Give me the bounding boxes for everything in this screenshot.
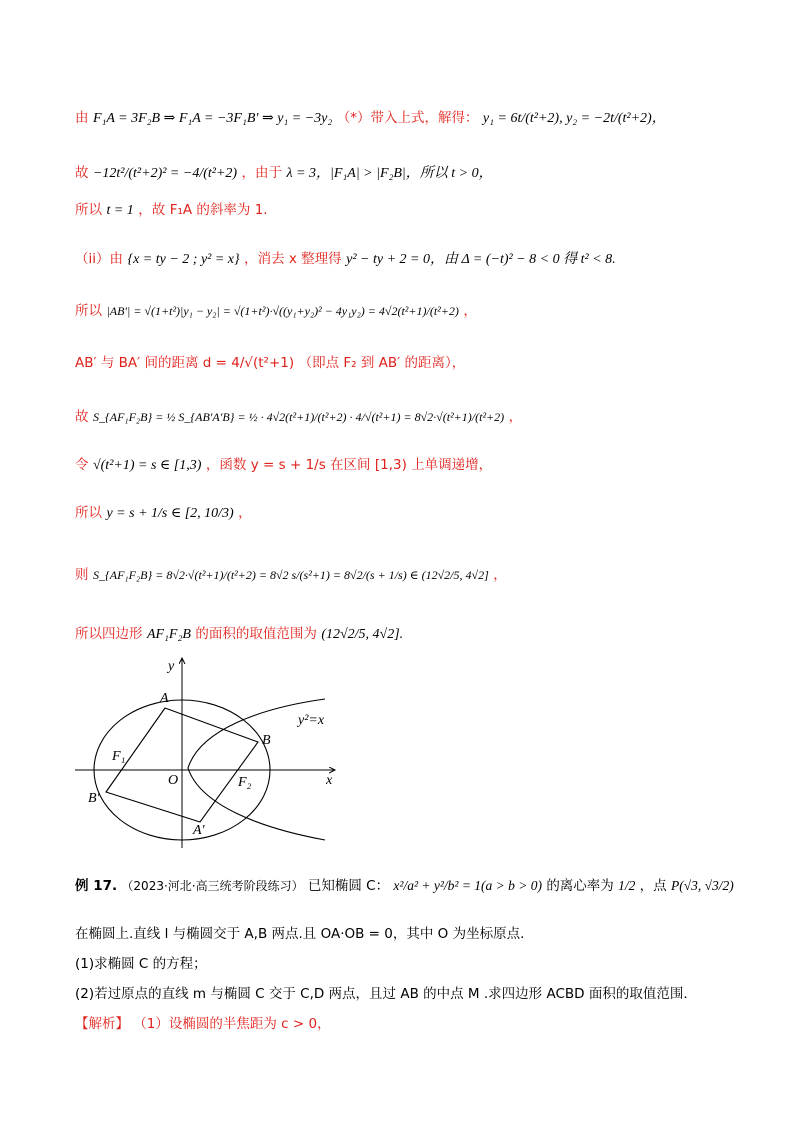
math-expression: S_{AF₁F₂B} = ½ S_{AB′A′B} = ½ · 4√2(t²+1)/(t²+2) · 4/√(t²+1) = 8√2·√(t²+1)/(t²+2) bbox=[92, 410, 505, 424]
text-prefix: 所以 bbox=[75, 505, 102, 521]
text-note: ， bbox=[493, 567, 507, 583]
example-17-line-2 bbox=[75, 924, 524, 944]
example-stmt: 在椭圆上.直线 l 与椭圆交于 A,B 两点.且 OA·OB = 0，其中 O 为坐标原点. bbox=[75, 926, 525, 942]
text-note: ，由于 bbox=[241, 165, 283, 181]
math-expression: −12t²/(t²+2)² = −4/(t²+2) bbox=[92, 166, 238, 181]
text-note: ， bbox=[508, 409, 523, 425]
text-prefix: （ii）由 bbox=[75, 251, 124, 267]
text-note: 的面积的取值范围为 bbox=[195, 626, 317, 642]
text-note: （*）带入上式，解得： bbox=[336, 110, 479, 126]
analysis-text: （1）设椭圆的半焦距为 c > 0， bbox=[133, 1016, 331, 1032]
example-17-line-1 bbox=[75, 876, 734, 896]
text-prefix: 由 bbox=[75, 110, 89, 126]
math-expression: t = 1 bbox=[106, 203, 134, 218]
label-A: A bbox=[160, 691, 169, 706]
point-P: P(√3, √3/2) bbox=[670, 878, 734, 893]
text-tail: F₁A 的斜率为 1. bbox=[169, 202, 268, 218]
text-prefix: 令 bbox=[75, 457, 89, 473]
math-expression: λ = 3，|F₁A| > |F₂B|，所以 t > 0， bbox=[286, 166, 493, 181]
solution-line-2 bbox=[75, 163, 493, 184]
solution-line-6 bbox=[75, 353, 465, 373]
ellipse-parabola-figure bbox=[60, 650, 360, 850]
solution-line-11 bbox=[75, 624, 403, 645]
math-expression: y₁ = 6t/(t²+2), y₂ = −2t/(t²+2)， bbox=[482, 111, 666, 126]
eccentricity-value: 1/2 bbox=[618, 878, 636, 893]
label-x: x bbox=[326, 773, 333, 788]
example-source: （2023·河北·高三统考阶段练习） bbox=[121, 879, 304, 893]
label-y: y bbox=[168, 659, 175, 674]
label-F2: F₂ bbox=[238, 775, 252, 790]
question-1: (1)求椭圆 C 的方程； bbox=[75, 956, 207, 972]
text-prefix: 所以四边形 bbox=[75, 626, 143, 642]
math-expression: F₁A = 3F₂B ⇒ F₁A = −3F₁B′ ⇒ y₁ = −3y₂ bbox=[92, 111, 333, 126]
example-stmt: 的离心率为 bbox=[546, 878, 614, 894]
math-expression: {x = ty − 2 ; y² = x} bbox=[127, 252, 240, 267]
label-parabola: y²=x bbox=[298, 713, 325, 728]
text-prefix: 所以 bbox=[75, 303, 102, 319]
math-expression: S_{AF₁F₂B} = 8√2·√(t²+1)/(t²+2) = 8√2 s/(s²+1) = 8√2/(s + 1/s) ∈ (12√2/5, 4√2] bbox=[92, 568, 489, 582]
text-tail: y = s + 1/s 在区间 [1,3) 上单调递增， bbox=[250, 457, 493, 473]
text-note: ，消去 x 整理得 bbox=[244, 251, 342, 267]
text-prefix: 所以 bbox=[75, 202, 102, 218]
label-F1: F₁ bbox=[112, 749, 126, 764]
analysis-line bbox=[75, 1014, 331, 1034]
math-expression: y = s + 1/s ∈ [2, 10/3) bbox=[106, 506, 234, 521]
text-note: ， bbox=[463, 303, 477, 319]
solution-line-5 bbox=[75, 301, 477, 321]
label-B-prime: B′ bbox=[88, 791, 100, 806]
text-note: ， bbox=[238, 505, 252, 521]
label-O: O bbox=[168, 773, 179, 788]
math-expression: |AB′| = √(1+t²)|y₁ − y₂| = √(1+t²)·√((y₁+y₂)² − 4y₁y₂) = 4√2(t²+1)/(t²+2) bbox=[106, 304, 459, 318]
analysis-tag: 【解析】 bbox=[75, 1016, 129, 1032]
question-2: (2)若过原点的直线 m 与椭圆 C 交于 C,D 两点，且过 AB 的中点 M .求四边形 ACBD 面积的取值范围. bbox=[75, 986, 688, 1002]
solution-line-4 bbox=[75, 249, 616, 270]
solution-line-9 bbox=[75, 503, 252, 524]
example-17-q2 bbox=[75, 984, 688, 1004]
text-prefix: 故 bbox=[75, 165, 89, 181]
text-prefix: 故 bbox=[75, 409, 89, 425]
text-note: ，故 bbox=[138, 202, 166, 218]
solution-line-8 bbox=[75, 455, 492, 476]
solution-line-10 bbox=[75, 565, 507, 585]
label-B: B bbox=[262, 733, 271, 748]
math-expression: AF₁F₂B bbox=[146, 627, 191, 642]
text-distance: AB′ 与 BA′ 间的距离 d = 4/√(t²+1) bbox=[75, 355, 295, 371]
solution-line-3 bbox=[75, 200, 268, 221]
math-expression: √(t²+1) = s ∈ [1,3) bbox=[92, 458, 202, 473]
example-17-q1 bbox=[75, 954, 207, 974]
example-heading: 例 17. bbox=[75, 878, 118, 894]
text-note: （即点 F₂ 到 AB′ 的距离）， bbox=[298, 355, 466, 371]
example-stmt: ，点 bbox=[639, 878, 667, 894]
text-note: ，函数 bbox=[205, 457, 247, 473]
math-expression: (12√2/5, 4√2]. bbox=[321, 627, 404, 642]
ellipse-equation: x²/a² + y²/b² = 1(a > b > 0) bbox=[393, 878, 543, 893]
math-expression: y² − ty + 2 = 0，由 Δ = (−t)² − 8 < 0 得 t² < 8. bbox=[346, 252, 616, 267]
text-prefix: 则 bbox=[75, 567, 89, 583]
solution-line-1 bbox=[75, 108, 666, 129]
solution-line-7 bbox=[75, 407, 522, 427]
example-stmt: 已知椭圆 C： bbox=[307, 878, 390, 894]
label-A-prime: A′ bbox=[193, 823, 205, 838]
